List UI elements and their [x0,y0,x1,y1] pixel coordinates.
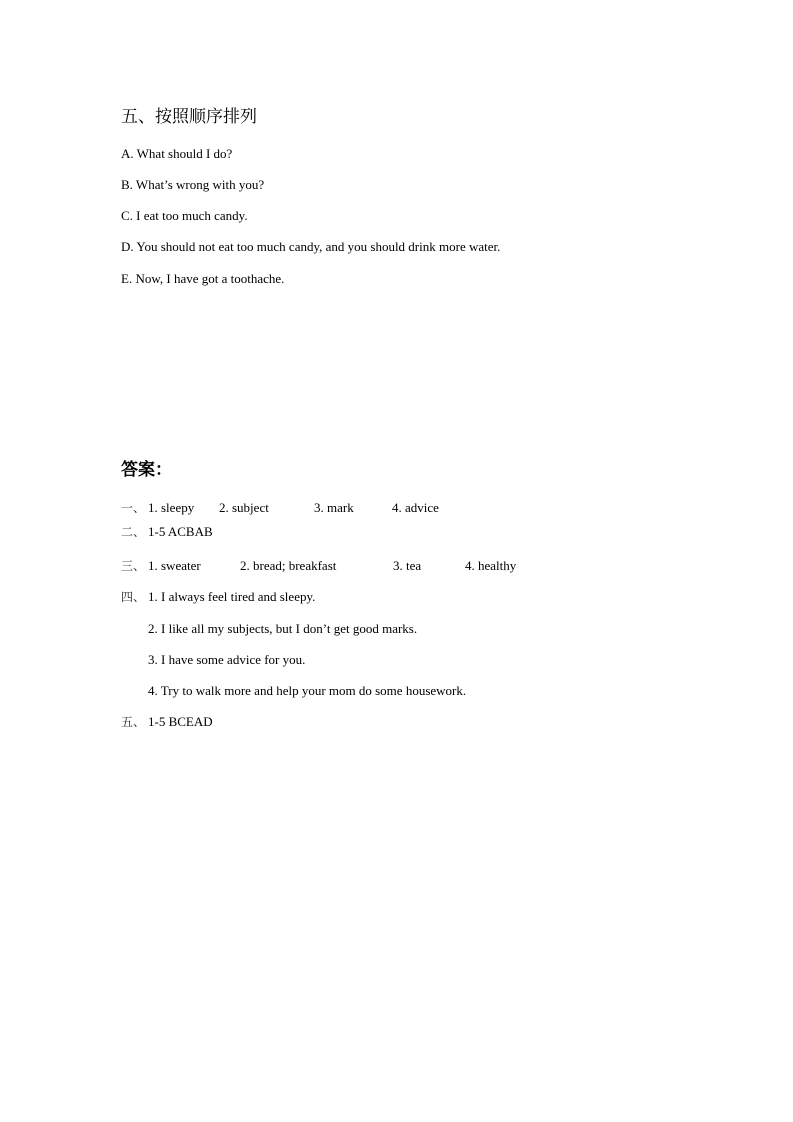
list-item: D. You should not eat too much candy, and you should drink more water. [121,239,501,254]
answer-prefix: 四、 [121,590,146,604]
answer-item: 1-5 BCEAD [148,714,213,729]
answer-prefix: 五、 [121,715,146,729]
answer-item: 3. mark [314,500,354,515]
answer-item: 2. I like all my subjects, but I don’t get good marks. [148,621,418,636]
answer-prefix: 一、 [121,501,146,515]
answer-item: 1. sweater [148,558,201,573]
answer-item: 1. I always feel tired and sleepy. [148,589,316,604]
list-item: A. What should I do? [121,146,233,161]
list-item: B. What’s wrong with you? [121,177,265,192]
answer-item: 2. subject [219,500,269,515]
answer-item: 3. tea [393,558,422,573]
answer-item: 4. Try to walk more and help your mom do some housework. [148,683,467,698]
list-item: C. I eat too much candy. [121,208,248,223]
answer-item: 1-5 ACBAB [148,524,213,539]
answer-item: 2. bread; breakfast [240,558,337,573]
answer-item: 4. healthy [465,558,517,573]
answer-item: 3. I have some advice for you. [148,652,306,667]
list-item: E. Now, I have got a toothache. [121,271,285,286]
answer-item: 4. advice [392,500,439,515]
section-title: 五、按照顺序排列 [121,107,257,127]
answers-title: 答案： [121,460,172,480]
answer-prefix: 二、 [121,525,146,539]
answer-item: 1. sleepy [148,500,195,515]
answer-prefix: 三、 [121,559,146,573]
